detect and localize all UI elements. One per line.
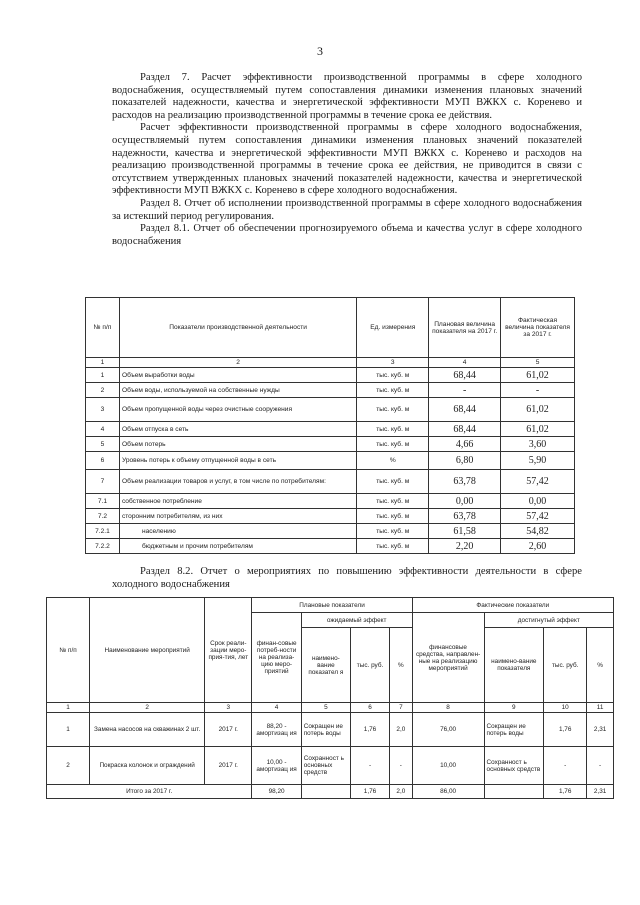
table-row: [47, 713, 614, 747]
t1-cell-fact: 5,90: [501, 452, 575, 470]
t1-cell-name: Объем отпуска в сеть: [119, 422, 356, 437]
t2-h-pct2: %: [587, 628, 614, 703]
t1-cell-plan: 4,66: [429, 437, 501, 452]
t2-cell-name: Покраска колонок и ограждений: [90, 747, 205, 785]
table2-colnum-row: [47, 703, 614, 713]
t2-colnum: 9: [484, 703, 544, 713]
t1-cell-fact: 3,60: [501, 437, 575, 452]
t1-h-name: Показатели производственной деятельности: [119, 298, 356, 358]
section-7-paragraph: [112, 72, 582, 248]
t2-cell-ach-pct: -: [587, 747, 614, 785]
t2-cell-fin-fact: 76,00: [412, 713, 484, 747]
t1-cell-name: Объем потерь: [119, 437, 356, 452]
t1-cell-plan: 63,78: [429, 470, 501, 494]
t2-total-fin-plan: 98,20: [252, 785, 301, 799]
t1-colnum: 1: [86, 358, 120, 368]
table-row: [47, 747, 614, 785]
t1-cell-num: 7.2: [86, 509, 120, 524]
t2-h-actual: Фактические показатели: [412, 598, 613, 613]
t1-cell-unit: тыс. куб. м: [357, 398, 429, 422]
t1-cell-unit: тыс. куб. м: [357, 539, 429, 554]
table-row: [86, 383, 575, 398]
table-row: [86, 398, 575, 422]
t1-cell-fact: -: [501, 383, 575, 398]
paragraph-2: Расчет эффективности производственной программы в сфере холодного водоснабжения, осуществляемый путем сопоставления динамики изменения плановых значений показателей надежности, качества и энергетической эффективности МУП ВЖКХ с. Коренево и расходов на реализацию производственной программы в течение срока ее действия, не приводится в связи с отсутствием утвержденных плановых значений показателей надежности, качества и энергетической эффективности МУП ВЖКХ с. Коренево в сфере холодного водоснабжения.: [112, 122, 582, 197]
t1-cell-unit: тыс. куб. м: [357, 422, 429, 437]
t1-colnum: 5: [501, 358, 575, 368]
paragraph-3: Раздел 8. Отчет об исполнении производственной программы в сфере холодного водоснабжения за истекший период регулирования.: [112, 197, 582, 222]
t2-cell-ach-rub: -: [544, 747, 587, 785]
t2-h-ind-name: наимено-вание показател я: [301, 628, 350, 703]
t2-total-empty: [301, 785, 350, 799]
t2-cell-exp-rub: -: [351, 747, 390, 785]
t1-cell-num: 3: [86, 398, 120, 422]
t2-cell-name: Замена насосов на скважинах 2 шт.: [90, 713, 205, 747]
table1-colnum-row: [86, 358, 575, 368]
table2-total-row: [47, 785, 614, 799]
t1-h-fact: Фактическая величина показателя за 2017 г.: [501, 298, 575, 358]
t2-colnum: 10: [544, 703, 587, 713]
t1-cell-plan: -: [429, 383, 501, 398]
table-row: [86, 509, 575, 524]
t1-cell-unit: %: [357, 452, 429, 470]
t2-cell-num: 2: [47, 747, 90, 785]
t1-cell-plan: 0,00: [429, 494, 501, 509]
t2-colnum: 6: [351, 703, 390, 713]
t2-colnum: 4: [252, 703, 301, 713]
table1-header-row: [86, 298, 575, 358]
t2-cell-ach-pct: 2,31: [587, 713, 614, 747]
t1-cell-unit: тыс. куб. м: [357, 368, 429, 383]
table-row: [86, 470, 575, 494]
t2-total-empty: [484, 785, 544, 799]
t1-cell-unit: тыс. куб. м: [357, 509, 429, 524]
t1-cell-fact: 57,42: [501, 509, 575, 524]
t1-cell-name: собственное потребление: [119, 494, 356, 509]
table2-header-row-1: [47, 598, 614, 613]
t1-cell-plan: 2,20: [429, 539, 501, 554]
t1-cell-name: населению: [119, 524, 356, 539]
t2-cell-term: 2017 г.: [205, 747, 252, 785]
t2-h-rub2: тыс. руб.: [544, 628, 587, 703]
table-8-2: [46, 597, 614, 799]
t1-cell-fact: 57,42: [501, 470, 575, 494]
t1-cell-unit: тыс. куб. м: [357, 470, 429, 494]
t2-colnum: 8: [412, 703, 484, 713]
t1-cell-name: Объем реализации товаров и услуг, в том числе по потребителям:: [119, 470, 356, 494]
t2-h-ind-name2: наимено-вание показателя: [484, 628, 544, 703]
t1-cell-fact: 2,60: [501, 539, 575, 554]
t1-cell-num: 7: [86, 470, 120, 494]
table-row: [86, 539, 575, 554]
table-row: [86, 368, 575, 383]
t2-h-rub: тыс. руб.: [351, 628, 390, 703]
t1-cell-name: Уровень потерь к объему отпущенной воды в сеть: [119, 452, 356, 470]
t2-total-exp-rub: 1,76: [351, 785, 390, 799]
t1-cell-name: Объем пропущенной воды через очистные сооружения: [119, 398, 356, 422]
t2-colnum: 7: [390, 703, 413, 713]
t1-cell-num: 5: [86, 437, 120, 452]
t2-total-exp-pct: 2,0: [390, 785, 413, 799]
t2-colnum: 1: [47, 703, 90, 713]
table-row: [86, 494, 575, 509]
t1-cell-num: 7.1: [86, 494, 120, 509]
t2-cell-exp-name: Сохранност ь основных средств: [301, 747, 350, 785]
t1-cell-name: Объем воды, используемой на собственные нужды: [119, 383, 356, 398]
t1-cell-fact: 0,00: [501, 494, 575, 509]
t2-cell-exp-rub: 1,76: [351, 713, 390, 747]
t2-cell-term: 2017 г.: [205, 713, 252, 747]
t2-h-name: Наименование мероприятий: [90, 598, 205, 703]
t1-cell-fact: 61,02: [501, 368, 575, 383]
t2-cell-fin-fact: 10,00: [412, 747, 484, 785]
page-number: 3: [317, 44, 323, 58]
t1-cell-plan: 68,44: [429, 422, 501, 437]
t2-h-num: № п/п: [47, 598, 90, 703]
t2-cell-num: 1: [47, 713, 90, 747]
t1-cell-plan: 6,80: [429, 452, 501, 470]
t2-total-label: Итого за 2017 г.: [47, 785, 252, 799]
t1-cell-fact: 61,02: [501, 422, 575, 437]
t1-cell-fact: 54,82: [501, 524, 575, 539]
t2-cell-fin-plan: 10,00 - амортизац ия: [252, 747, 301, 785]
t2-h-fin-plan: финан-совые потреб-ности на реализа-цию меро-приятий: [252, 613, 301, 703]
t1-cell-name: сторонним потребителям, из них: [119, 509, 356, 524]
t1-colnum: 4: [429, 358, 501, 368]
paragraph-4: Раздел 8.1. Отчет об обеспечении прогнозируемого объема и качества услуг в сфере холодного водоснабжения: [112, 223, 582, 247]
t2-total-fin-fact: 86,00: [412, 785, 484, 799]
t2-cell-exp-pct: -: [390, 747, 413, 785]
t2-h-fin-fact: финансовые средства, направлен-ные на реализацию мероприятий: [412, 613, 484, 703]
t2-h-term: Срок реали-зации меро-прия-тия, лет: [205, 598, 252, 703]
t1-cell-num: 7.2.2: [86, 539, 120, 554]
t1-cell-num: 7.2.1: [86, 524, 120, 539]
t2-h-expected: ожидаемый эффект: [301, 613, 412, 628]
table-row: [86, 422, 575, 437]
t1-cell-unit: тыс. куб. м: [357, 383, 429, 398]
t2-h-achieved: достигнутый эффект: [484, 613, 613, 628]
t1-cell-plan: 63,78: [429, 509, 501, 524]
t2-colnum: 5: [301, 703, 350, 713]
t1-cell-num: 4: [86, 422, 120, 437]
t1-cell-unit: тыс. куб. м: [357, 494, 429, 509]
t1-cell-plan: 61,58: [429, 524, 501, 539]
t2-colnum: 11: [587, 703, 614, 713]
t1-h-unit: Ед. измерения: [357, 298, 429, 358]
t2-total-ach-rub: 1,76: [544, 785, 587, 799]
t1-cell-num: 6: [86, 452, 120, 470]
t1-cell-name: бюджетным и прочим потребителям: [119, 539, 356, 554]
t1-cell-num: 1: [86, 368, 120, 383]
paragraph-8-2: Раздел 8.2. Отчет о мероприятиях по повышению эффективности деятельности в сфере холодного водоснабжения: [112, 566, 582, 590]
section-8-2-heading: [112, 566, 582, 591]
t1-cell-plan: 68,44: [429, 368, 501, 383]
t1-colnum: 3: [357, 358, 429, 368]
t2-h-planned: Плановые показатели: [252, 598, 412, 613]
t1-colnum: 2: [119, 358, 356, 368]
t2-cell-exp-pct: 2,0: [390, 713, 413, 747]
t1-cell-num: 2: [86, 383, 120, 398]
t1-cell-name: Объем выработки воды: [119, 368, 356, 383]
t2-cell-ach-name: Сохранност ь основных средств: [484, 747, 544, 785]
t1-cell-unit: тыс. куб. м: [357, 524, 429, 539]
table-row: [86, 452, 575, 470]
t2-total-ach-pct: 2,31: [587, 785, 614, 799]
t2-colnum: 2: [90, 703, 205, 713]
t2-cell-fin-plan: 88,20 - амортизац ия: [252, 713, 301, 747]
t2-h-pct: %: [390, 628, 413, 703]
paragraph-1: Раздел 7. Расчет эффективности производственной программы в сфере холодного водоснабжения, осуществляемый путем сопоставления динамики изменения плановых значений показателей надежности, качества и энергетической эффективности МУП ВЖКХ с. Коренево и расходов на реализацию производственной программы в течение срока ее действия.: [112, 72, 582, 121]
table-row: [86, 437, 575, 452]
t2-cell-ach-rub: 1,76: [544, 713, 587, 747]
t1-cell-plan: 68,44: [429, 398, 501, 422]
table-row: [86, 524, 575, 539]
t1-cell-unit: тыс. куб. м: [357, 437, 429, 452]
t1-cell-fact: 61,02: [501, 398, 575, 422]
t2-cell-ach-name: Сокращен ие потерь воды: [484, 713, 544, 747]
table-8-1: [85, 297, 575, 554]
t1-h-plan: Плановая величина показателя на 2017 г.: [429, 298, 501, 358]
t2-cell-exp-name: Сокращен ие потерь воды: [301, 713, 350, 747]
t1-h-num: № п/п: [86, 298, 120, 358]
t2-colnum: 3: [205, 703, 252, 713]
